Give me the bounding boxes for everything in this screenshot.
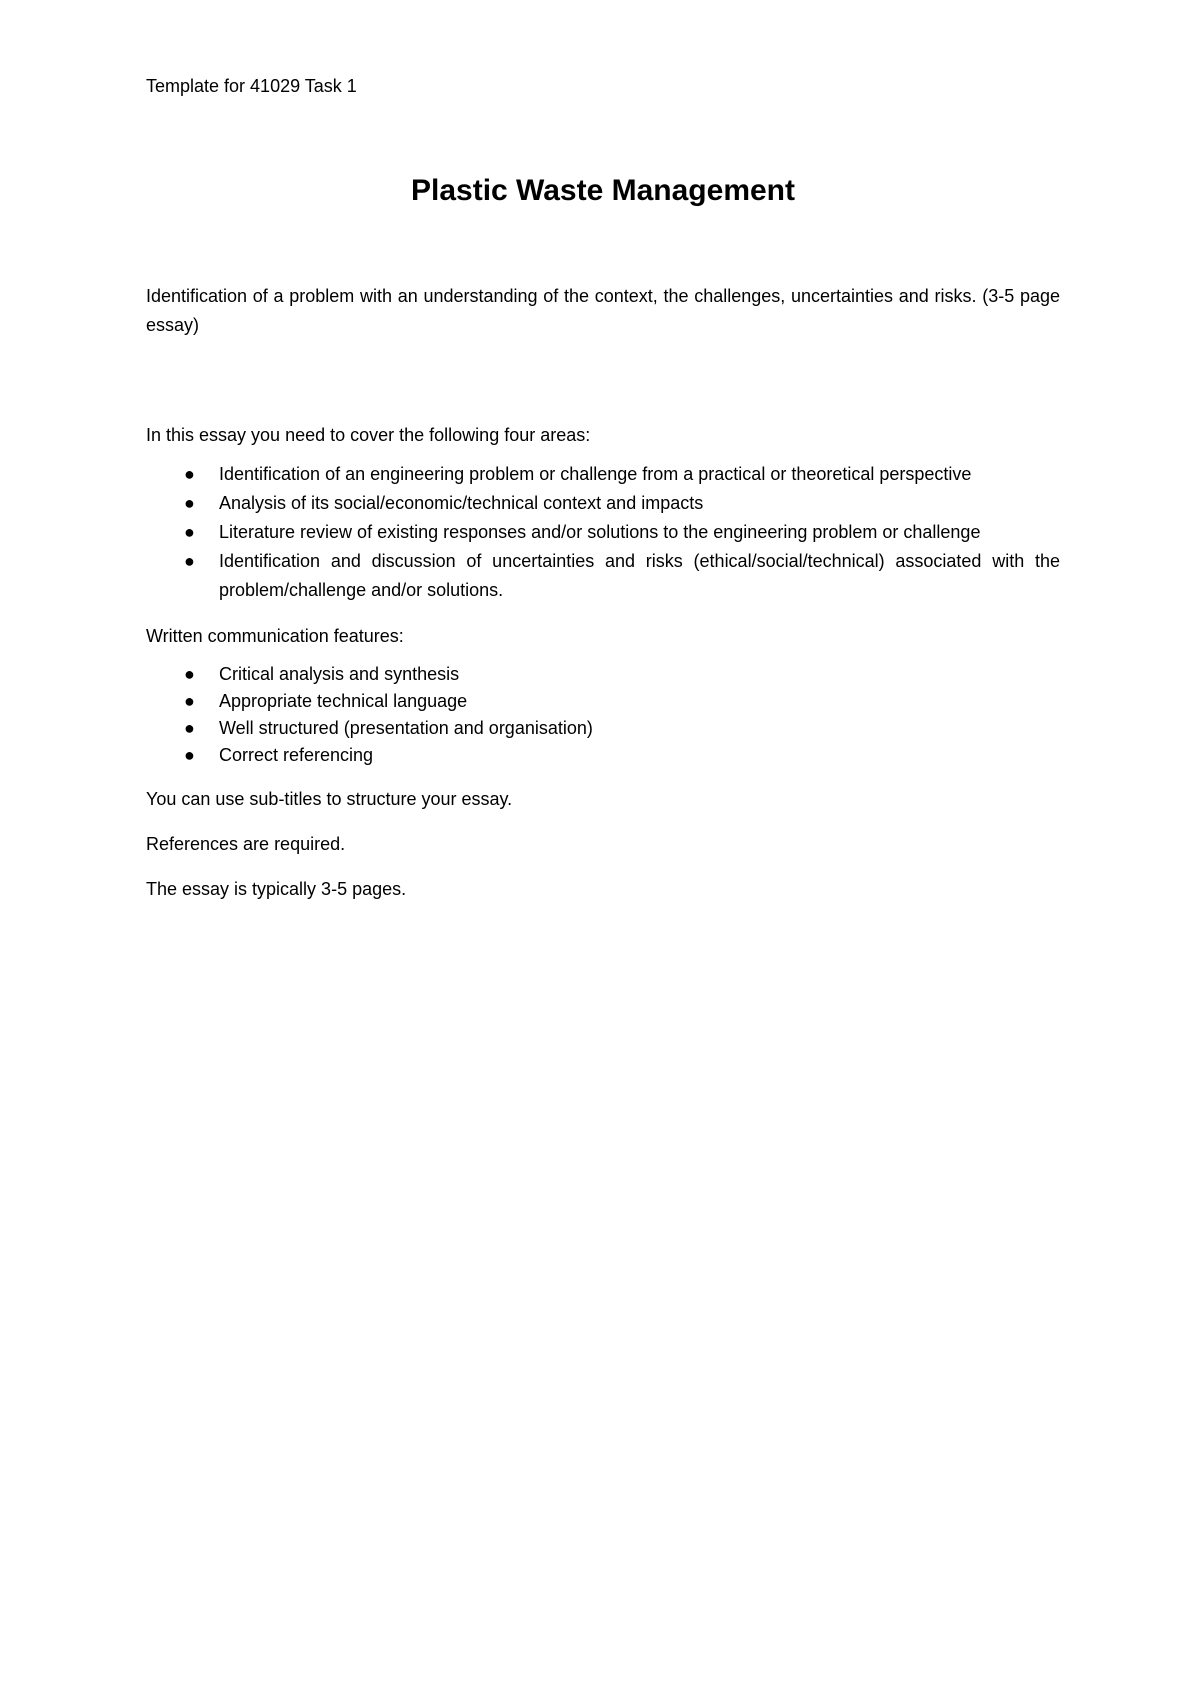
list-item	[146, 661, 1060, 688]
list-item-text: Correct referencing	[219, 745, 374, 765]
document-title: Plastic Waste Management	[410, 174, 795, 207]
list-item	[146, 489, 1060, 518]
list-item	[146, 715, 1060, 742]
bullet-icon: ●	[184, 493, 195, 513]
bullet-icon: ●	[184, 664, 195, 684]
bullet-icon: ●	[184, 551, 195, 571]
intro-paragraph: Identification of a problem with an understanding of the context, the challenges, uncertainties and risks. (3-5 page essay)	[146, 286, 1060, 335]
list-item	[146, 688, 1060, 715]
bullet-icon: ●	[184, 718, 195, 738]
bullet-icon: ●	[184, 745, 195, 765]
list-item-text: Literature review of existing responses and/or solutions to the engineering problem or challenge	[219, 522, 981, 542]
areas-lead: In this essay you need to cover the following four areas:	[146, 425, 591, 445]
note-subtitles: You can use sub-titles to structure your essay.	[146, 789, 513, 809]
page-header: Template for 41029 Task 1	[146, 76, 357, 96]
list-item	[146, 460, 1060, 489]
areas-list	[146, 460, 1060, 605]
features-list	[146, 661, 1060, 769]
list-item	[146, 547, 1060, 605]
bullet-icon: ●	[184, 522, 195, 542]
list-item-text: Appropriate technical language	[219, 691, 468, 711]
list-item-text: Identification of an engineering problem or challenge from a practical or theoretical perspective	[219, 464, 972, 484]
note-length: The essay is typically 3-5 pages.	[146, 879, 407, 899]
list-item	[146, 742, 1060, 769]
bullet-icon: ●	[184, 464, 195, 484]
document-content	[146, 72, 1060, 904]
features-label: Written communication features:	[146, 626, 404, 646]
note-references: References are required.	[146, 834, 346, 854]
list-item-text: Identification and discussion of uncertainties and risks (ethical/social/technical) associated with the problem/challenge and/or solutions.	[219, 551, 1060, 600]
list-item	[146, 518, 1060, 547]
list-item-text: Analysis of its social/economic/technical context and impacts	[219, 493, 704, 513]
bullet-icon: ●	[184, 691, 195, 711]
list-item-text: Critical analysis and synthesis	[219, 664, 460, 684]
list-item-text: Well structured (presentation and organisation)	[219, 718, 593, 738]
